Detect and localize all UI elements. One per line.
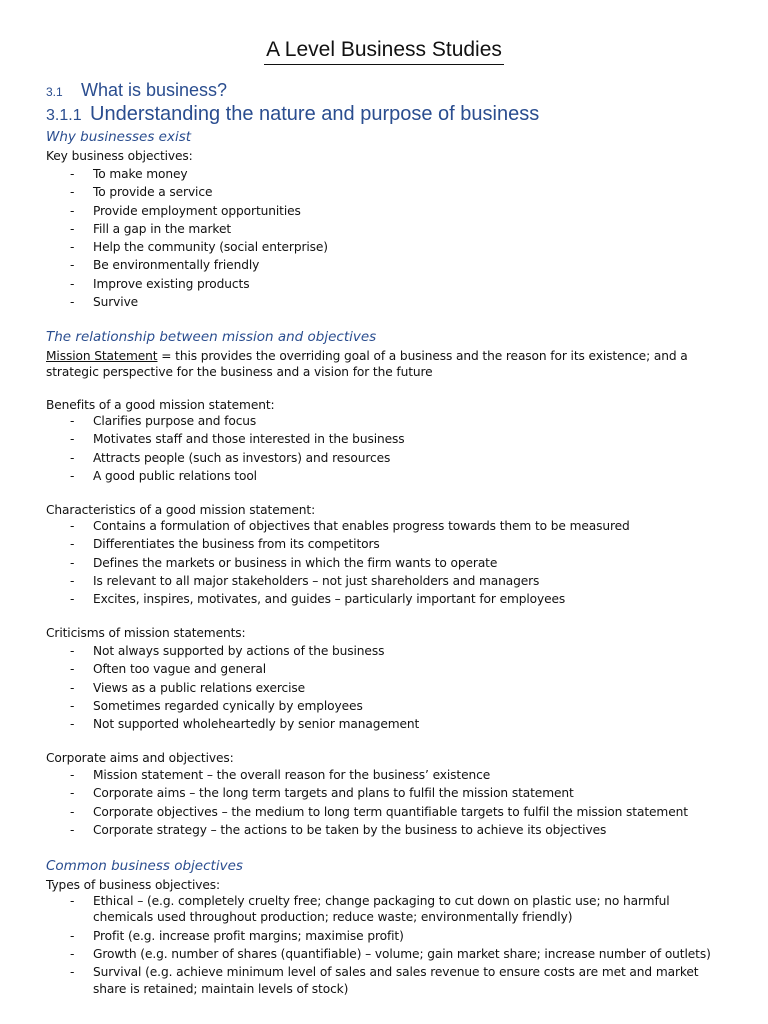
- benefits-list: [0, 413, 768, 486]
- list-item: - Excites, inspires, motivates, and guides – particularly important for employees: [0, 591, 713, 607]
- list-item: - Differentiates the business from its competitors: [0, 536, 713, 552]
- list-item: - Survive: [0, 294, 713, 310]
- list-item: - Motivates staff and those interested in the business: [0, 431, 713, 447]
- section-number: 3.1: [46, 85, 63, 99]
- subsection-title: Understanding the nature and purpose of business: [90, 103, 540, 125]
- characteristics-list: [0, 518, 768, 609]
- list-item: - Improve existing products: [0, 276, 713, 292]
- benefits-intro: Benefits of a good mission statement:: [46, 398, 275, 412]
- list-item: - Profit (e.g. increase profit margins; maximise profit): [0, 928, 713, 944]
- types-intro: Types of business objectives:: [46, 878, 221, 892]
- mission-statement-text: = this provides the overriding goal of a business and the reason for its existence; and a strategic perspective for the business and a vision for the future: [46, 349, 688, 380]
- list-item: - Fill a gap in the market: [0, 221, 713, 237]
- criticisms-intro: Criticisms of mission statements:: [46, 626, 246, 640]
- list-item: - Mission statement – the overall reason for the business’ existence: [0, 767, 713, 783]
- list-item: - Growth (e.g. number of shares (quantifiable) – volume; gain market share; increase number of outlets): [0, 946, 713, 962]
- mission-statement-definition: [46, 348, 726, 381]
- types-list: [0, 893, 768, 999]
- list-item: - Be environmentally friendly: [0, 257, 713, 273]
- list-item: - Views as a public relations exercise: [0, 680, 713, 696]
- list-item: - Defines the markets or business in which the firm wants to operate: [0, 555, 713, 571]
- corporate-list: [0, 767, 768, 840]
- list-item: - Clarifies purpose and focus: [0, 413, 713, 429]
- heading-why-businesses-exist: Why businesses exist: [46, 129, 192, 145]
- list-item: - Help the community (social enterprise): [0, 239, 713, 255]
- characteristics-intro: Characteristics of a good mission statement:: [46, 503, 316, 517]
- document-title-text: A Level Business Studies: [264, 37, 504, 65]
- section-heading: [46, 80, 227, 101]
- list-item: - Not supported wholeheartedly by senior management: [0, 716, 713, 732]
- list-item: - Often too vague and general: [0, 661, 713, 677]
- corporate-intro: Corporate aims and objectives:: [46, 751, 234, 765]
- document-title: [0, 37, 768, 65]
- heading-mission-relationship: The relationship between mission and objectives: [46, 329, 377, 345]
- key-objectives-list: [0, 166, 768, 312]
- list-item: - Provide employment opportunities: [0, 203, 713, 219]
- list-item: - Corporate aims – the long term targets and plans to fulfil the mission statement: [0, 785, 713, 801]
- list-item: - Contains a formulation of objectives that enables progress towards them to be measured: [0, 518, 713, 534]
- list-item: - A good public relations tool: [0, 468, 713, 484]
- list-item: - Not always supported by actions of the business: [0, 643, 713, 659]
- section-title: What is business?: [81, 80, 228, 100]
- subsection-heading: [46, 103, 539, 126]
- list-item: - Attracts people (such as investors) and resources: [0, 450, 713, 466]
- mission-statement-term: Mission Statement: [46, 349, 158, 363]
- list-item: - Corporate strategy – the actions to be taken by the business to achieve its objectives: [0, 822, 713, 838]
- heading-common-objectives: Common business objectives: [46, 858, 243, 874]
- list-item: - Sometimes regarded cynically by employees: [0, 698, 713, 714]
- list-item: - Corporate objectives – the medium to long term quantifiable targets to fulfil the mission statement: [0, 804, 713, 820]
- criticisms-list: [0, 643, 768, 734]
- list-item: - Survival (e.g. achieve minimum level of sales and sales revenue to ensure costs are met and market share is retained; maintain levels of stock): [0, 964, 713, 997]
- list-item: - Is relevant to all major stakeholders – not just shareholders and managers: [0, 573, 713, 589]
- subsection-number: 3.1.1: [46, 107, 82, 124]
- list-item: - Ethical – (e.g. completely cruelty free; change packaging to cut down on plastic use; no harmful chemicals used throughout production; reduce waste; environmentally friendly): [0, 893, 713, 926]
- list-item: - To make money: [0, 166, 713, 182]
- key-objectives-intro: Key business objectives:: [46, 149, 193, 163]
- list-item: - To provide a service: [0, 184, 713, 200]
